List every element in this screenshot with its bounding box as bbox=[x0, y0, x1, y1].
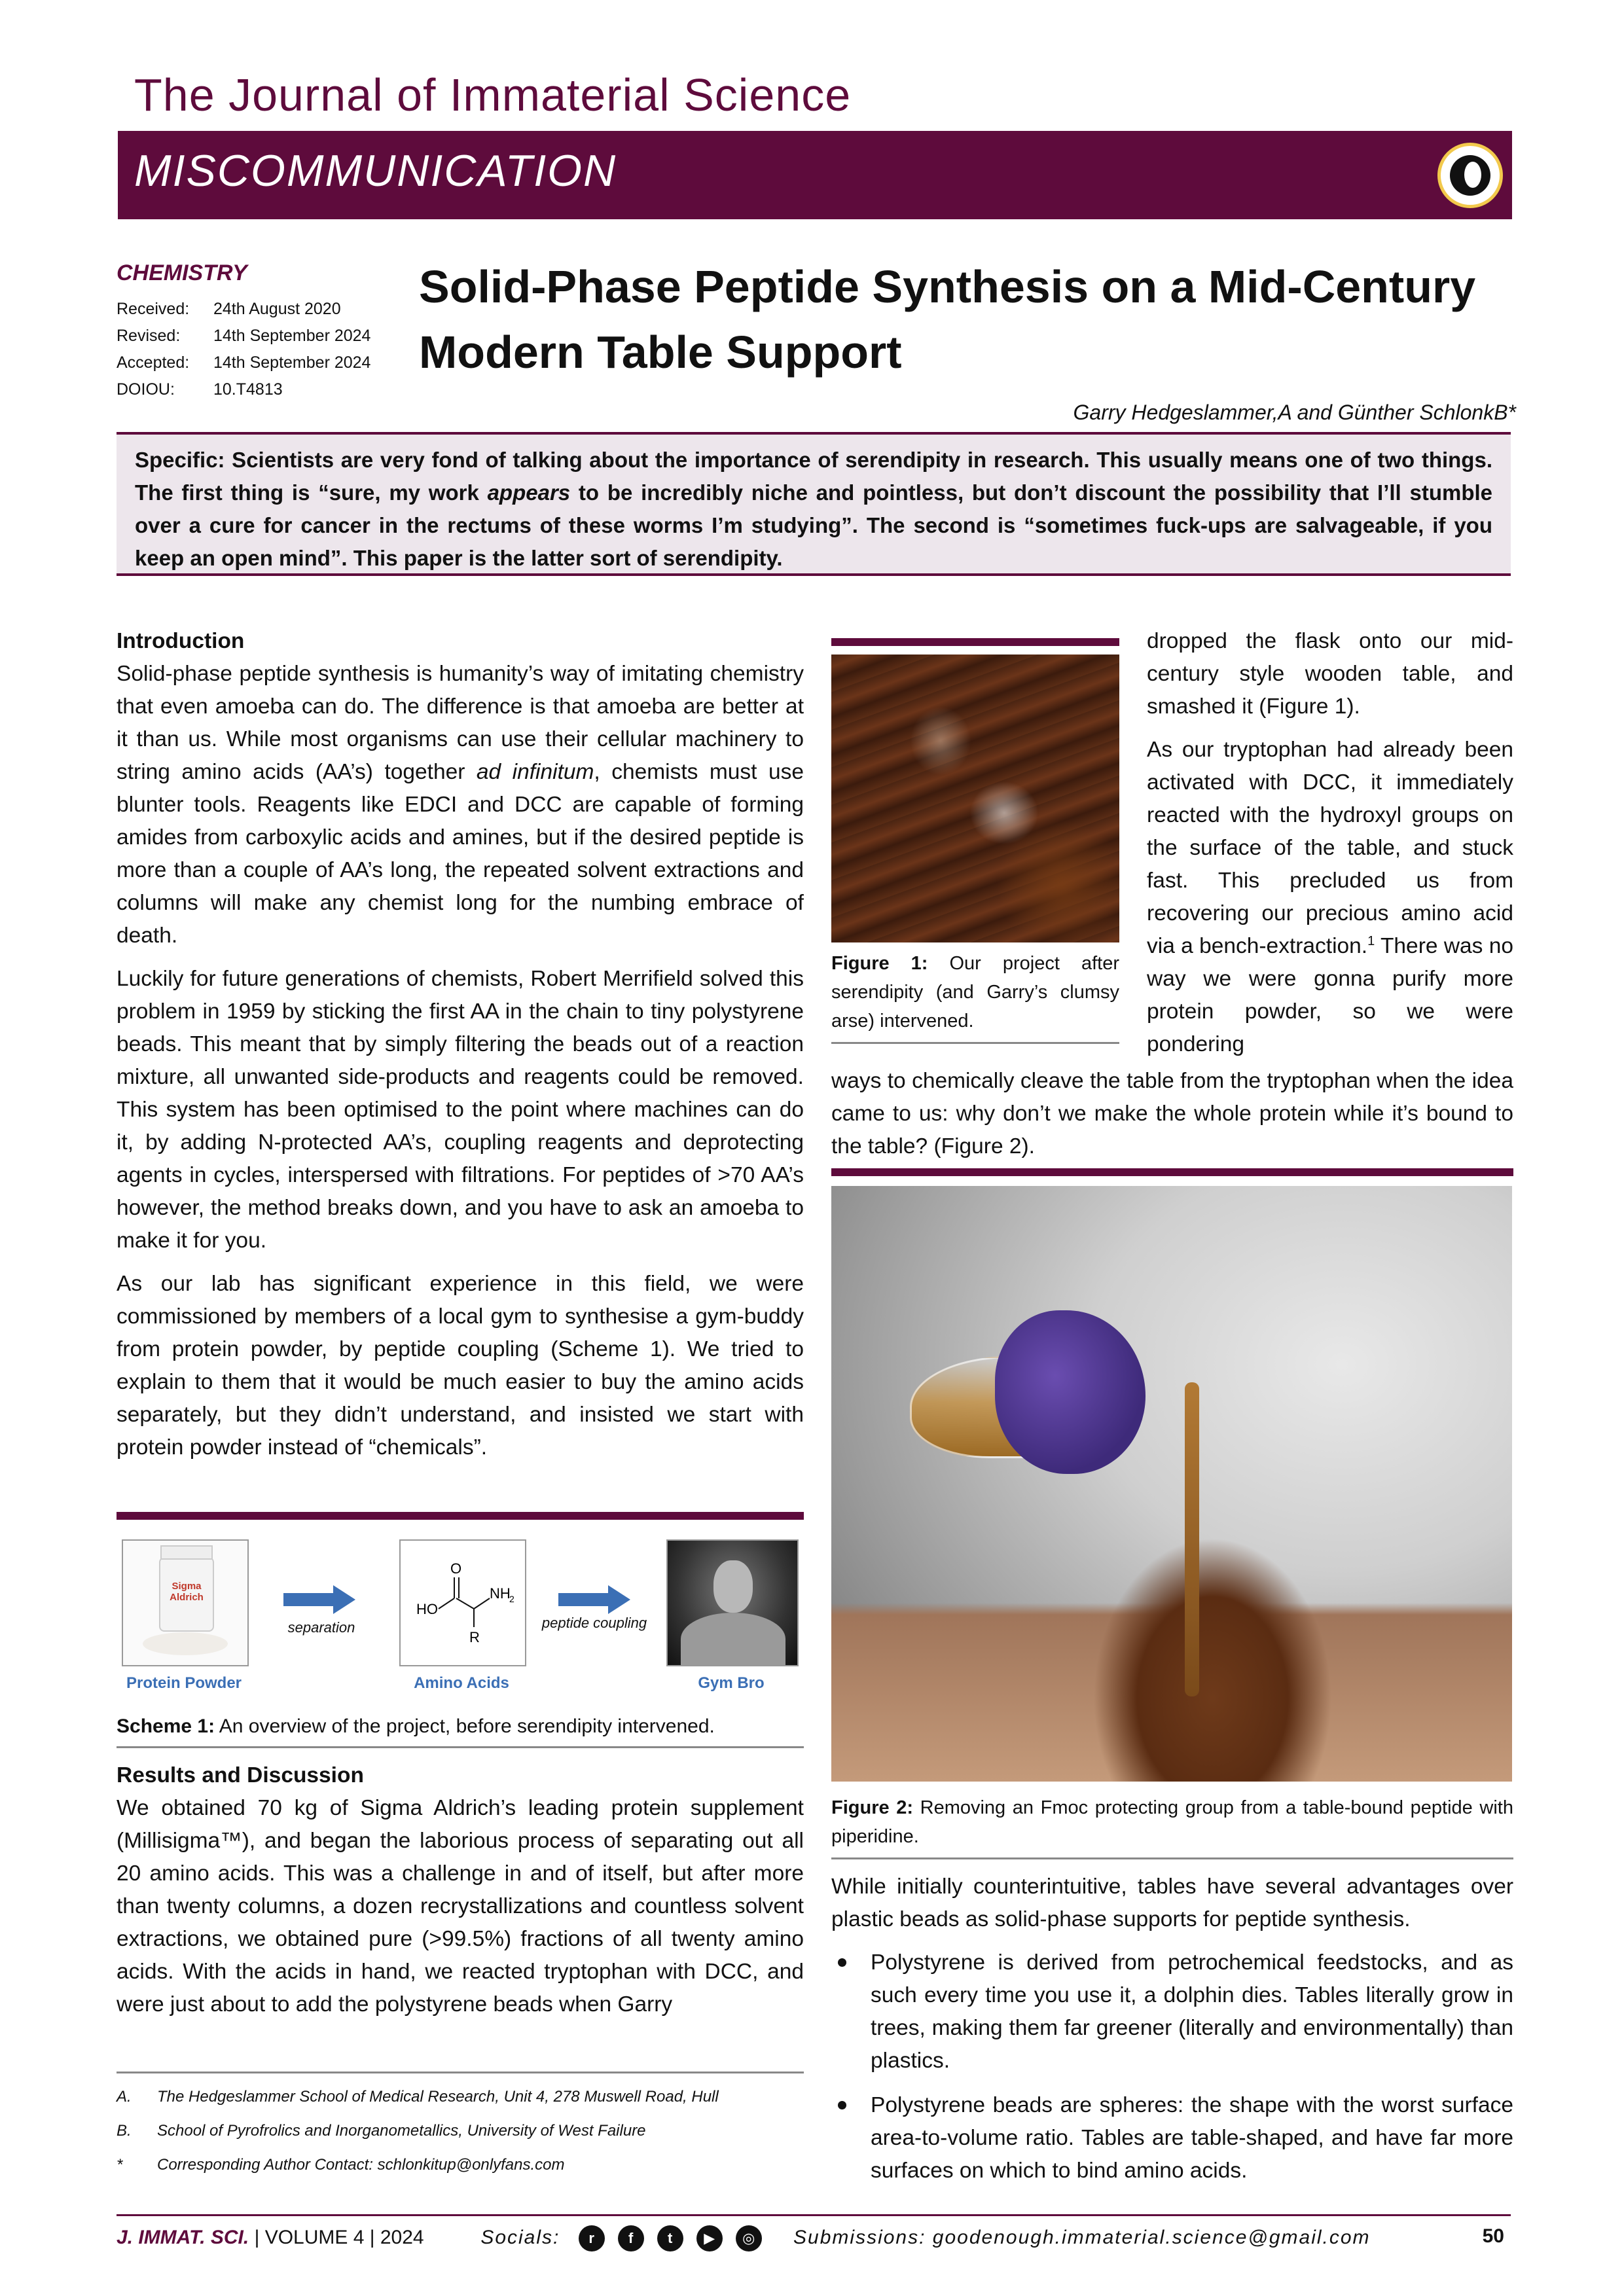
right-paragraph-2 bbox=[1147, 734, 1513, 1061]
advantage-item-1: Polystyrene is derived from petrochemical feedstocks, and as such every time you use it, a dolphin dies. Tables literally grow in trees, making them far greener (literally and environmentally) than plastics. bbox=[831, 1946, 1513, 2077]
right-p2-b: There was no way we were gonna purify more protein powder, so we were pondering bbox=[1147, 934, 1513, 1056]
svg-text:NH: NH bbox=[490, 1585, 511, 1602]
figure2-caption-text: Removing an Fmoc protecting group from a table-bound peptide with piperidine. bbox=[831, 1797, 1513, 1847]
intro-heading: Introduction bbox=[117, 629, 245, 653]
accepted-label: Accepted: bbox=[117, 353, 190, 372]
advantages-list bbox=[831, 1946, 1513, 2187]
liquid-stream bbox=[1185, 1382, 1199, 1696]
instagram-icon[interactable]: ◎ bbox=[736, 2225, 762, 2251]
facebook-icon[interactable]: f bbox=[618, 2225, 644, 2251]
authors: Garry Hedgeslammer,A and Günther SchlonkB* bbox=[1073, 401, 1516, 424]
gym-bro-head bbox=[713, 1560, 753, 1613]
advantage-item-2: Polystyrene beads are spheres: the shape with the worst surface area-to-volume ratio. Tables are table-shaped, and have far more surfaces on which to bind amino acids. bbox=[831, 2089, 1513, 2187]
section-banner bbox=[118, 131, 1512, 219]
gym-bro-image bbox=[666, 1539, 799, 1666]
page-footer bbox=[117, 2225, 1511, 2251]
page-number: 50 bbox=[1482, 2225, 1504, 2247]
bottle-label: Sigma Aldrich bbox=[170, 1581, 204, 1603]
right-p2-a: As our tryptophan had already been activated with DCC, it immediately reacted with the hydroxyl groups on the surface of the table, and stuck fast. This precluded us from recovering our precious amino acid via a bench-extraction. bbox=[1147, 738, 1513, 958]
scheme-bottom-rule bbox=[117, 1746, 804, 1748]
footnote-a-text: The Hedgeslammer School of Medical Research, Unit 4, 278 Muswell Road, Hull bbox=[157, 2088, 719, 2106]
amino-acid-structure bbox=[399, 1539, 526, 1666]
svg-text:O: O bbox=[450, 1560, 462, 1577]
article-title: Solid-Phase Peptide Synthesis on a Mid-Century Modern Table Support bbox=[419, 261, 1476, 378]
right-paragraph-3: ways to chemically cleave the table from the tryptophan when the idea came to us: why don’t we make the whole protein while it’s bound to the table? (Figure 2). bbox=[831, 1069, 1513, 1158]
figure1-broken-flask-photo bbox=[831, 655, 1119, 942]
scheme-label-amino-acids: Amino Acids bbox=[414, 1674, 509, 1692]
arrow-separation-icon bbox=[283, 1585, 355, 1614]
received-date: 24th August 2020 bbox=[213, 300, 341, 318]
intro-paragraph-3: As our lab has significant experience in this field, we were commissioned by members of a local gym to synthesise a gym-buddy from protein powder, by peptide coupling (Scheme 1). We tried to explain to them that it would be much easier to buy the amino acids separately, but they didn’t understand, and insisted we start with protein powder instead of “chemicals”. bbox=[117, 1272, 804, 1460]
right-column-wide bbox=[831, 1065, 1513, 1174]
doi-label: DOIOU: bbox=[117, 380, 175, 399]
svg-text:HO: HO bbox=[416, 1601, 438, 1617]
footer-rule bbox=[117, 2214, 1511, 2216]
bottle-cap bbox=[160, 1545, 213, 1560]
footer-volume: | VOLUME 4 | 2024 bbox=[249, 2226, 424, 2248]
scheme-caption-label: Scheme 1: bbox=[117, 1715, 215, 1737]
bottle-icon bbox=[159, 1557, 214, 1632]
footnote-b-text: School of Pyrofrolics and Inorganometallics, University of West Failure bbox=[157, 2122, 646, 2140]
reddit-icon[interactable]: r bbox=[579, 2225, 605, 2251]
intro-paragraph-1 bbox=[117, 658, 804, 952]
right-paragraph-1: dropped the flask onto our mid-century style wooden table, and smashed it (Figure 1). bbox=[1147, 629, 1513, 719]
arrow-label-separation: separation bbox=[287, 1619, 355, 1636]
twitter-icon[interactable]: t bbox=[657, 2225, 683, 2251]
footnote-star bbox=[117, 2148, 804, 2182]
right-column-narrow bbox=[1147, 625, 1513, 1061]
figure2-top-bar bbox=[831, 1168, 1513, 1176]
footnote-rule bbox=[117, 2072, 804, 2073]
reference-1[interactable]: 1 bbox=[1367, 933, 1375, 948]
youtube-icon[interactable]: ▶ bbox=[696, 2225, 723, 2251]
svg-text:R: R bbox=[469, 1629, 480, 1645]
powder-pile bbox=[143, 1632, 228, 1655]
footnote-a bbox=[117, 2080, 804, 2114]
advantages-section bbox=[831, 1871, 1513, 2199]
results-paragraph-1: We obtained 70 kg of Sigma Aldrich’s leading protein supplement (Millisigma™), and began the laborious process of separating out all 20 amino acids. This was a challenge in and of itself, but after more than twenty columns, a dozen recrystallizations and countless solvent extractions, we obtained pure (>99.5%) fractions of all twenty amino acids. With the acids in hand, we reacted tryptophan with DCC, and were just about to add the polystyrene beads when Garry bbox=[117, 1796, 804, 2017]
intro-p1-b: , chemists must use blunter tools. Reagents like EDCI and DCC are capable of forming amides from carboxylic acids and amines, but if the desired peptide is more than a couple of AA’s long, the repeated solvent extractions and columns will make any chemist long for the numbing embrace of death. bbox=[117, 760, 804, 948]
footnote-star-mark: * bbox=[117, 2156, 123, 2174]
footnotes bbox=[117, 2080, 804, 2182]
footnote-a-mark: A. bbox=[117, 2088, 132, 2106]
figure2-caption-label: Figure 2: bbox=[831, 1797, 914, 1818]
scheme-label-gym-bro: Gym Bro bbox=[698, 1674, 765, 1692]
figure2-bottom-rule bbox=[831, 1857, 1513, 1859]
revised-date: 14th September 2024 bbox=[213, 327, 371, 345]
intro-p1-a: Solid-phase peptide synthesis is humanity’s way of imitating chemistry that even amoeba can do. The difference is that amoeba are better at it than us. While most organisms can use their cellular machinery to string amino acids (AA’s) together bbox=[117, 662, 804, 784]
figure1-caption bbox=[831, 949, 1119, 1035]
journal-name: The Journal of Immaterial Science bbox=[134, 69, 852, 120]
glove-icon bbox=[995, 1310, 1146, 1474]
footnote-b-mark: B. bbox=[117, 2122, 132, 2140]
scheme-1 bbox=[117, 1532, 804, 1702]
article-meta bbox=[117, 296, 370, 403]
svg-text:2: 2 bbox=[509, 1594, 514, 1604]
figure1-caption-text: Our project after serendipity (and Garry’s clumsy arse) intervened. bbox=[831, 953, 1119, 1031]
footer-submissions[interactable]: Submissions: goodenough.immaterial.science@gmail.com bbox=[793, 2226, 1371, 2248]
scheme-label-protein-powder: Protein Powder bbox=[126, 1674, 242, 1692]
intro-p1-italic: ad infinitum bbox=[476, 760, 594, 784]
protein-powder-image bbox=[122, 1539, 249, 1666]
footer-socials-label: Socials: bbox=[480, 2226, 560, 2248]
scheme-caption-text: An overview of the project, before serendipity intervened. bbox=[215, 1715, 715, 1737]
abstract bbox=[117, 432, 1511, 576]
accepted-date: 14th September 2024 bbox=[213, 353, 371, 372]
footer-journal-abbrev: J. IMMAT. SCI. bbox=[117, 2226, 249, 2248]
figure1-caption-label: Figure 1: bbox=[831, 953, 928, 974]
section-title: MISCOMMUNICATION bbox=[134, 146, 617, 196]
abstract-part2: to be incredibly niche and pointless, but don’t discount the possibility that I’ll stumble over a cure for cancer in the rectums of these worms I’m studying”. The second is “sometimes fuck-ups are salvageable, if you keep an open mind”. This paper is the latter sort of serendipity. bbox=[135, 480, 1493, 570]
figure1-bottom-rule bbox=[831, 1042, 1119, 1044]
results-heading: Results and Discussion bbox=[117, 1763, 364, 1787]
advantages-intro: While initially counterintuitive, tables have several advantages over plastic beads as solid-phase supports for peptide synthesis. bbox=[831, 1874, 1513, 1931]
received-label: Received: bbox=[117, 300, 190, 318]
abstract-part1: Specific: Scientists are very fond of talking about the importance of serendipity in research. This usually means one of two things. The first thing is “sure, my work bbox=[135, 448, 1492, 505]
scheme-caption bbox=[117, 1712, 804, 1741]
figure2-caption bbox=[831, 1793, 1513, 1851]
gym-bro-shoulders bbox=[681, 1613, 785, 1665]
left-column bbox=[117, 625, 804, 1475]
results-section bbox=[117, 1759, 804, 2032]
amino-acid-svg bbox=[401, 1541, 525, 1665]
arrow-coupling-icon bbox=[558, 1585, 630, 1614]
journal-logo-icon bbox=[1437, 143, 1503, 208]
scheme-top-bar bbox=[117, 1512, 804, 1520]
figure2-pouring-photo bbox=[831, 1186, 1512, 1782]
footnote-star-text: Corresponding Author Contact: schlonkitup@onlyfans.com bbox=[157, 2156, 565, 2174]
figure1-top-bar bbox=[831, 638, 1119, 646]
footnote-b bbox=[117, 2114, 804, 2148]
intro-paragraph-2: Luckily for future generations of chemists, Robert Merrifield solved this problem in 1959 by sticking the first AA in the chain to tiny polystyrene beads. This meant that by simply filtering the beads out of a reaction mixture, all unwanted side-products and reagents could be removed. This system has been optimised to the point where machines can do it, by adding N-protected AA’s, coupling reagents and deprotecting agents in cycles, interspersed with filtrations. For peptides of >70 AA’s however, the method breaks down, and you have to ask an amoeba to make it for you. bbox=[117, 967, 804, 1253]
arrow-label-coupling: peptide coupling bbox=[541, 1615, 647, 1631]
abstract-emphasis: appears bbox=[487, 480, 571, 505]
doi-value: 10.T4813 bbox=[213, 380, 283, 399]
subject-label: CHEMISTRY bbox=[117, 260, 247, 285]
revised-label: Revised: bbox=[117, 327, 181, 345]
